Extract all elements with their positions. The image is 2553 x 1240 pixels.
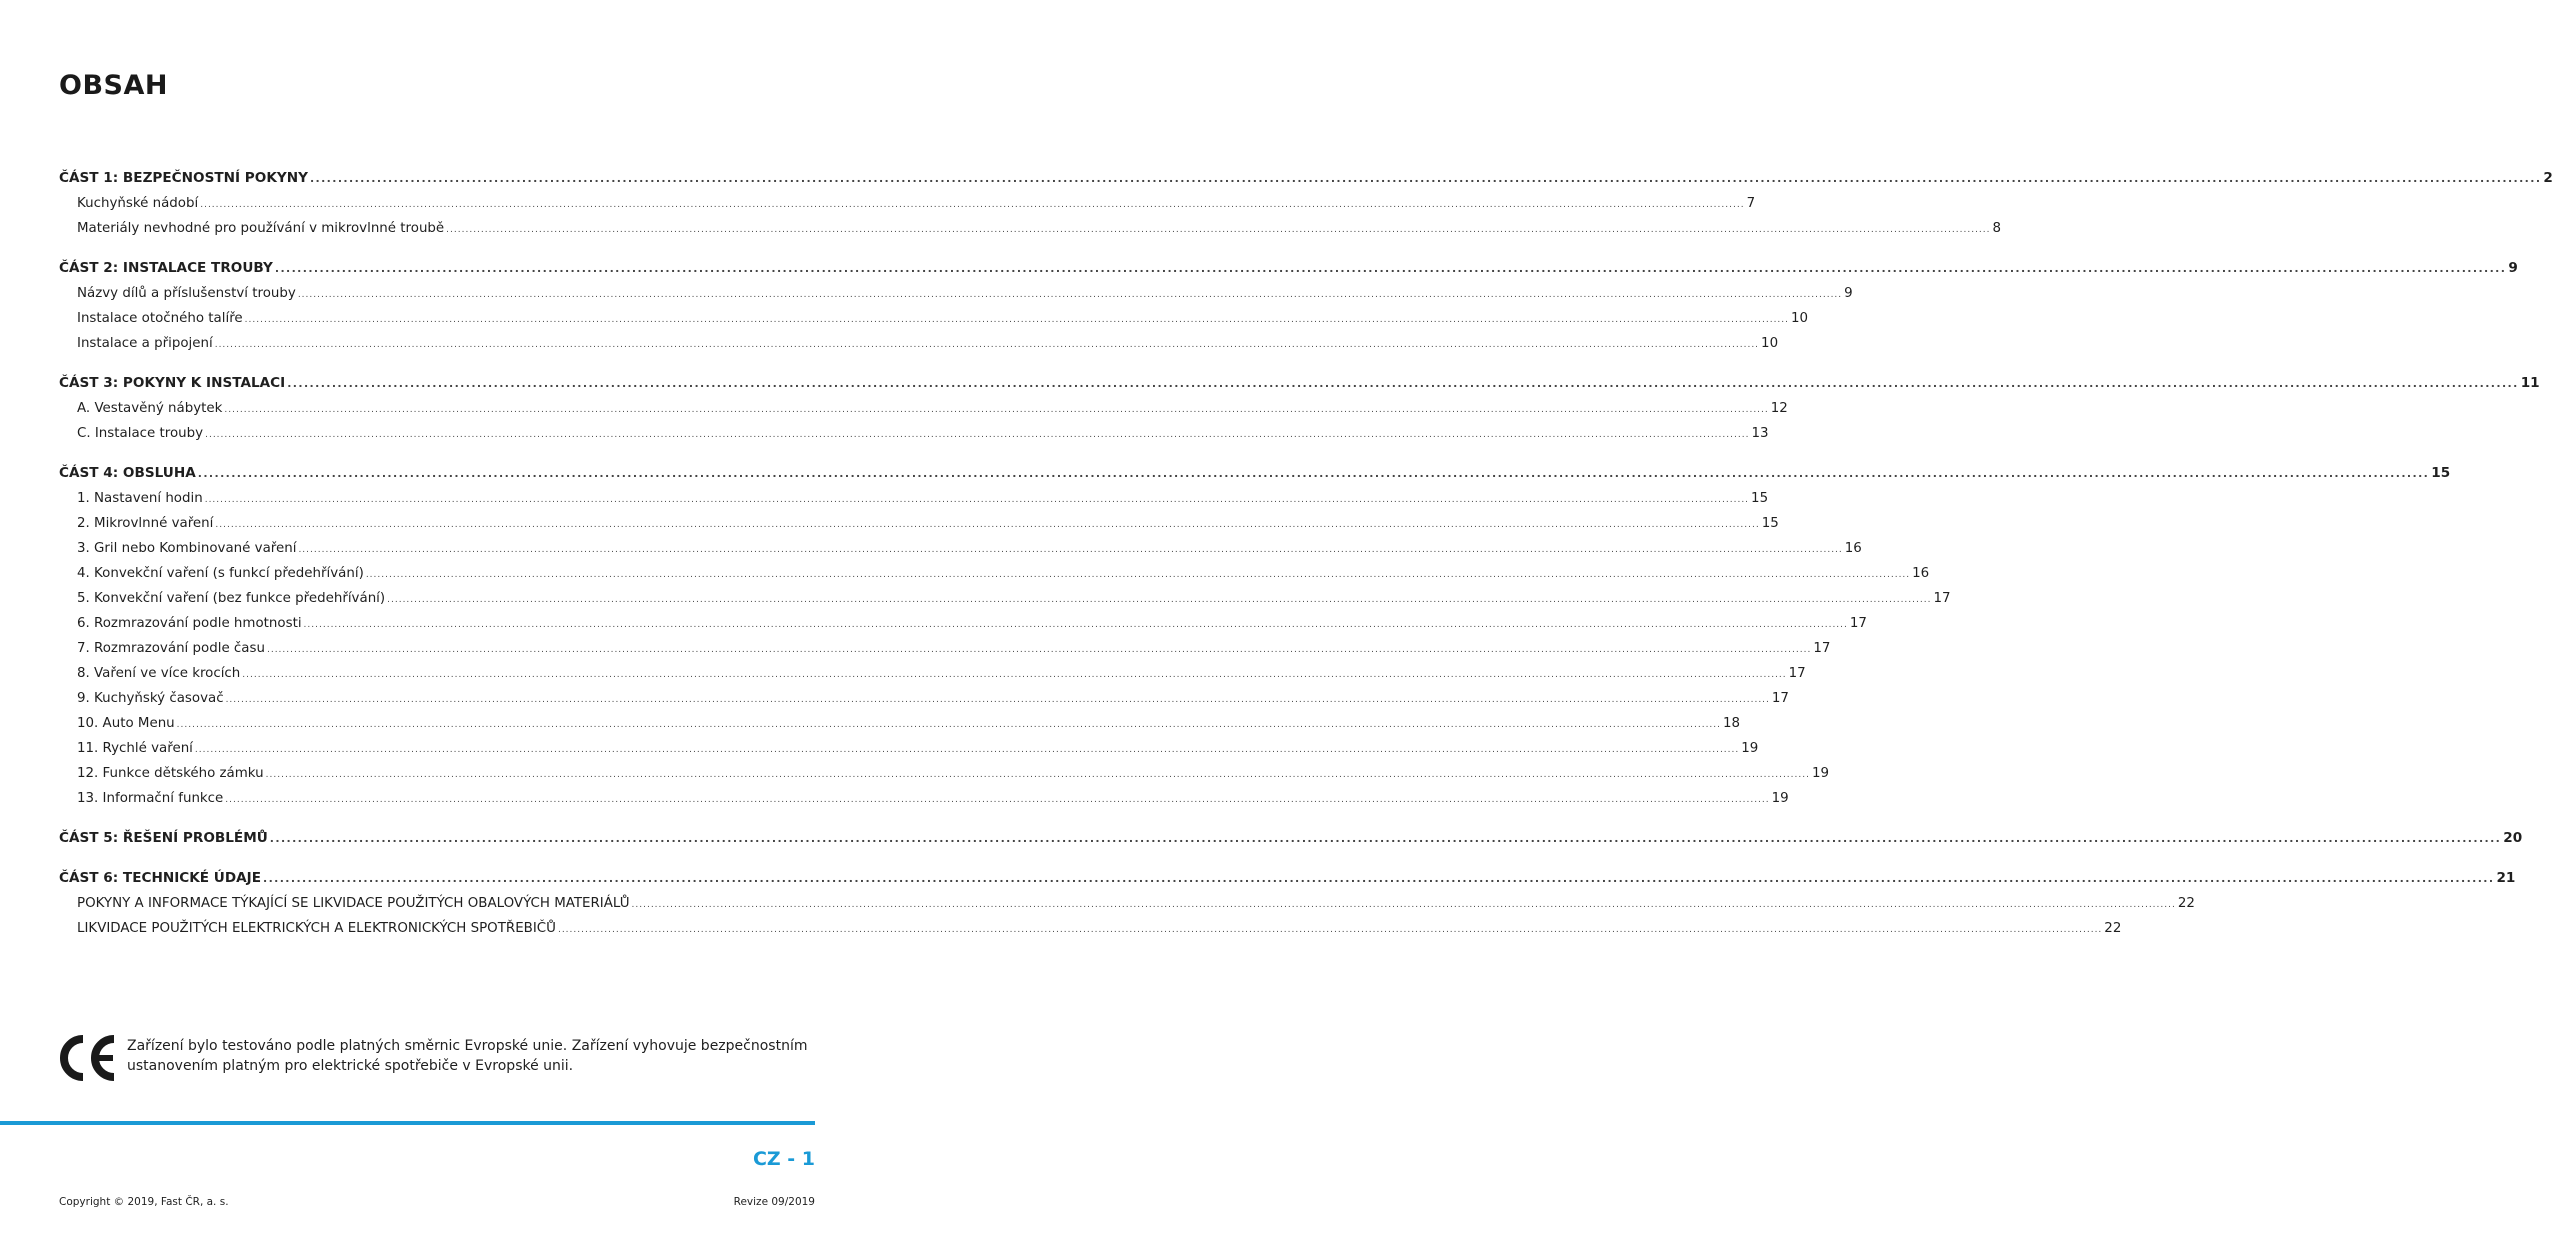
toc-entry[interactable] — [59, 761, 1830, 786]
toc-entry-label: A. Vestavěný nábytek — [77, 401, 223, 416]
toc-section — [59, 256, 2518, 356]
dot-leader: ................................................................................................................................................................................................................................................................................................................................................................................................................ — [446, 225, 1991, 235]
toc-entry-page-number: 19 — [1811, 766, 1830, 781]
toc-entry-page-number: 10 — [1761, 336, 1779, 351]
toc-entry[interactable] — [59, 216, 2002, 241]
toc-entry-page-number: 17 — [1933, 591, 1951, 606]
table-of-contents — [59, 166, 2553, 956]
toc-entry-page-number: 12 — [1770, 401, 1788, 416]
toc-entry[interactable] — [59, 711, 1741, 736]
toc-entry-label: 1. Nastavení hodin — [77, 491, 203, 506]
toc-entry-label: 6. Rozmrazování podle hmotnosti — [77, 616, 302, 631]
toc-entry-label: 5. Konvekční vaření (bez funkce předehřívání) — [77, 591, 386, 606]
toc-entry-label: 3. Gril nebo Kombinované vaření — [77, 541, 297, 556]
dot-leader: ................................................................................................................................................................................................................................................................................................................................................................................................................ — [266, 645, 1812, 655]
dot-leader: ................................................................................................................................................................................................................................................................................................................................................................................................................ — [303, 620, 1848, 630]
toc-entry-label: Názvy dílů a příslušenství trouby — [77, 286, 296, 301]
ce-compliance-text: Zařízení bylo testováno podle platných směrnic Evropské unie. Zařízení vyhovuje bezpečnostním ustanovením platným pro elektrické spotřebiče v Evropské unii. — [127, 1038, 808, 1074]
toc-section-heading-page-number: 15 — [2431, 465, 2451, 481]
toc-section-heading[interactable] — [59, 256, 2518, 281]
toc-entry-page-number: 17 — [1788, 666, 1806, 681]
toc-entry[interactable] — [59, 636, 1831, 661]
toc-entry[interactable] — [59, 661, 1806, 686]
toc-entry[interactable] — [59, 561, 1930, 586]
toc-entry-label: Instalace otočného talíře — [77, 311, 243, 326]
dot-leader: ................................................................................................................................................................................................................................................................................................................................................................................................................ — [215, 520, 1760, 530]
dot-leader: ................................................................................................................................................................................................................................................................................................................................................................................................................ — [269, 832, 2502, 845]
toc-section — [59, 371, 2540, 446]
dot-leader: ................................................................................................................................................................................................................................................................................................................................................................................................................ — [194, 745, 1740, 755]
dot-leader: ................................................................................................................................................................................................................................................................................................................................................................................................................ — [225, 795, 1770, 805]
toc-entry-page-number: 7 — [1746, 196, 1756, 211]
toc-entry-label: C. Instalace trouby — [77, 426, 204, 441]
dot-leader: ................................................................................................................................................................................................................................................................................................................................................................................................................ — [274, 262, 2507, 275]
dot-leader: ................................................................................................................................................................................................................................................................................................................................................................................................................ — [225, 695, 1770, 705]
toc-entry[interactable] — [59, 306, 1809, 331]
toc-section-heading[interactable] — [59, 461, 2451, 486]
toc-entry-label: Instalace a připojení — [77, 336, 213, 351]
toc-section — [59, 866, 2516, 941]
toc-entry[interactable] — [59, 736, 1759, 761]
toc-entry-label: 10. Auto Menu — [77, 716, 175, 731]
toc-section — [59, 461, 2451, 811]
toc-section-heading-label: ČÁST 3: POKYNY K INSTALACI — [59, 375, 286, 391]
toc-section-heading-page-number: 20 — [2503, 830, 2523, 846]
toc-entry-label: Materiály nevhodné pro používání v mikrovlnné troubě — [77, 221, 445, 236]
toc-entry[interactable] — [59, 891, 2195, 916]
toc-section-heading[interactable] — [59, 866, 2516, 891]
toc-section-heading[interactable] — [59, 166, 2553, 191]
dot-leader: ................................................................................................................................................................................................................................................................................................................................................................................................................ — [200, 200, 1745, 210]
dot-leader: ................................................................................................................................................................................................................................................................................................................................................................................................................ — [631, 900, 2176, 910]
toc-entry-label: POKYNY A INFORMACE TÝKAJÍCÍ SE LIKVIDACE POUŽITÝCH OBALOVÝCH MATERIÁLŮ — [77, 896, 630, 911]
dot-leader: ................................................................................................................................................................................................................................................................................................................................................................................................................ — [224, 405, 1769, 415]
toc-entry-page-number: 13 — [1751, 426, 1769, 441]
toc-entry[interactable] — [59, 511, 1779, 536]
revision-text: Revize 09/2019 — [733, 1196, 815, 1208]
toc-entry-page-number: 22 — [2177, 896, 2195, 911]
toc-entry-label: 13. Informační funkce — [77, 791, 224, 806]
toc-entry-page-number: 19 — [1771, 791, 1789, 806]
dot-leader: ................................................................................................................................................................................................................................................................................................................................................................................................................ — [204, 495, 1750, 505]
toc-entry-page-number: 16 — [1844, 541, 1862, 556]
toc-entry-label: 8. Vaření ve více krocích — [77, 666, 241, 681]
toc-section-heading[interactable] — [59, 826, 2523, 851]
toc-entry[interactable] — [59, 331, 1779, 356]
toc-entry[interactable] — [59, 396, 1788, 421]
copyright-text: Copyright © 2019, Fast ČR, a. s. — [59, 1196, 229, 1208]
toc-entry-page-number: 15 — [1761, 516, 1779, 531]
toc-entry[interactable] — [59, 611, 1867, 636]
toc-section-heading[interactable] — [59, 371, 2540, 396]
toc-section-heading-page-number: 2 — [2543, 170, 2553, 186]
footer-divider — [0, 1121, 815, 1125]
toc-entry-page-number: 18 — [1723, 716, 1741, 731]
dot-leader: ................................................................................................................................................................................................................................................................................................................................................................................................................ — [557, 925, 2103, 935]
toc-section-heading-label: ČÁST 6: TECHNICKÉ ÚDAJE — [59, 870, 261, 886]
dot-leader: ................................................................................................................................................................................................................................................................................................................................................................................................................ — [197, 467, 2430, 480]
dot-leader: ................................................................................................................................................................................................................................................................................................................................................................................................................ — [242, 670, 1787, 680]
toc-entry[interactable] — [59, 536, 1862, 561]
toc-entry-label: Kuchyňské nádobí — [77, 196, 199, 211]
dot-leader: ................................................................................................................................................................................................................................................................................................................................................................................................................ — [297, 290, 1843, 300]
dot-leader: ................................................................................................................................................................................................................................................................................................................................................................................................................ — [265, 770, 1810, 780]
toc-entry-page-number: 8 — [1992, 221, 2002, 236]
dot-leader: ................................................................................................................................................................................................................................................................................................................................................................................................................ — [287, 377, 2519, 390]
page-number: CZ - 1 — [752, 1148, 815, 1170]
toc-entry-page-number: 9 — [1844, 286, 1853, 301]
toc-section-heading-label: ČÁST 2: INSTALACE TROUBY — [59, 260, 273, 276]
toc-entry-label: 12. Funkce dětského zámku — [77, 766, 264, 781]
toc-section-heading-page-number: 21 — [2496, 870, 2516, 886]
dot-leader: ................................................................................................................................................................................................................................................................................................................................................................................................................ — [365, 570, 1911, 580]
toc-entry-page-number: 17 — [1771, 691, 1789, 706]
toc-entry-label: 11. Rychlé vaření — [77, 741, 193, 756]
dot-leader: ................................................................................................................................................................................................................................................................................................................................................................................................................ — [205, 430, 1750, 440]
toc-section-heading-label: ČÁST 4: OBSLUHA — [59, 465, 196, 481]
toc-entry-page-number: 22 — [2104, 921, 2122, 936]
toc-entry[interactable] — [59, 191, 1756, 216]
dot-leader: ................................................................................................................................................................................................................................................................................................................................................................................................................ — [262, 872, 2495, 885]
dot-leader: ................................................................................................................................................................................................................................................................................................................................................................................................................ — [309, 172, 2542, 185]
toc-section — [59, 826, 2523, 851]
dot-leader: ................................................................................................................................................................................................................................................................................................................................................................................................................ — [244, 315, 1790, 325]
toc-entry[interactable] — [59, 281, 1853, 306]
toc-entry[interactable] — [59, 916, 2122, 941]
toc-entry-page-number: 15 — [1751, 491, 1769, 506]
toc-entry-page-number: 19 — [1741, 741, 1759, 756]
toc-entry[interactable] — [59, 421, 1769, 446]
toc-entry-label: 2. Mikrovlnné vaření — [77, 516, 214, 531]
toc-section-heading-page-number: 11 — [2520, 375, 2540, 391]
toc-entry-page-number: 16 — [1912, 566, 1930, 581]
toc-entry[interactable] — [59, 786, 1789, 811]
toc-entry[interactable] — [59, 686, 1789, 711]
toc-entry-page-number: 17 — [1813, 641, 1831, 656]
toc-entry-label: 9. Kuchyňský časovač — [77, 691, 224, 706]
toc-entry-label: 4. Konvekční vaření (s funkcí předehřívání) — [77, 566, 364, 581]
ce-mark-icon — [58, 1035, 118, 1081]
dot-leader: ................................................................................................................................................................................................................................................................................................................................................................................................................ — [176, 720, 1722, 730]
dot-leader: ................................................................................................................................................................................................................................................................................................................................................................................................................ — [298, 545, 1843, 555]
toc-entry-page-number: 10 — [1791, 311, 1809, 326]
toc-entry-label: 7. Rozmrazování podle času — [77, 641, 265, 656]
toc-entry-page-number: 17 — [1849, 616, 1867, 631]
page-title: OBSAH — [59, 70, 168, 101]
toc-entry-label: LIKVIDACE POUŽITÝCH ELEKTRICKÝCH A ELEKTRONICKÝCH SPOTŘEBIČŮ — [77, 921, 556, 936]
dot-leader: ................................................................................................................................................................................................................................................................................................................................................................................................................ — [387, 595, 1932, 605]
toc-section-heading-label: ČÁST 5: ŘEŠENÍ PROBLÉMŮ — [59, 830, 268, 846]
dot-leader: ................................................................................................................................................................................................................................................................................................................................................................................................................ — [214, 340, 1760, 350]
toc-section — [59, 166, 2553, 241]
toc-entry[interactable] — [59, 586, 1951, 611]
toc-section-heading-label: ČÁST 1: BEZPEČNOSTNÍ POKYNY — [59, 170, 308, 186]
toc-entry[interactable] — [59, 486, 1769, 511]
toc-section-heading-page-number: 9 — [2508, 260, 2518, 276]
